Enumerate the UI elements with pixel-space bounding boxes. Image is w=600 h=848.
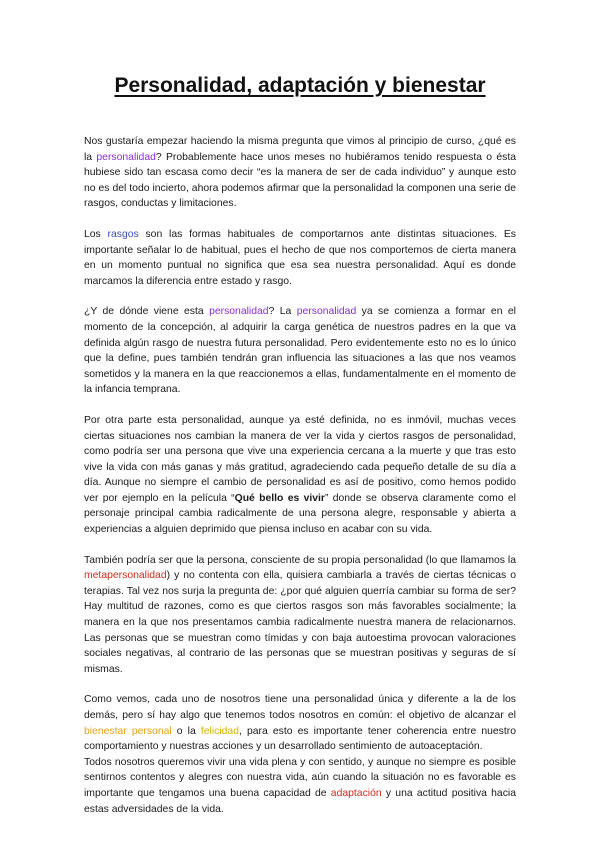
paragraph-text: son las formas habituales de comportarnos ante distintas situaciones. Es importante señalar lo de habitual, pues el hecho de que nos comportemos de cierta manera en un momento puntual no significa que esa sea nuestra personalidad. Aquí es donde marcamos la diferencia entre estado y rasgo. — [84, 228, 517, 287]
highlighted-term: personalidad — [96, 151, 156, 163]
highlighted-term: metapersonalidad — [84, 570, 167, 582]
paragraph-text: ) y no contenta con ella, quisiera cambiarla a través de ciertas técnicas o terapias. Tal vez nos surja la pregunta de: ¿por qué alguien querría cambiar su forma de ser? Hay multitud de razones, como es que ciertos rasgos son más favorables socialmente; la manera en la que nos presentamos cambia radicalmente nuestra manera de relacionarnos. Las personas que se muestran como tímidas y con baja autoestima provocan valoraciones sociales negativas, al contrario de las personas que se muestran positivas y seguras de sí mismas. — [84, 570, 516, 675]
paragraph-text: Todos nosotros queremos vivir una vida plena y con sentido, y aunque no siempre es posible sentirnos contentos y alegres con nuestra vida, aún cuando la situación no es favorable es importante que tengamos una buena capacidad de — [84, 756, 516, 799]
paragraph-7 — [84, 755, 516, 817]
paragraph-text: y una actitud positiva hacia estas adversidades de la vida. — [84, 787, 516, 815]
page-title: Personalidad, adaptación y bienestar — [114, 74, 486, 97]
paragraph-6 — [84, 692, 516, 754]
paragraph-text: Los — [84, 228, 108, 240]
paragraph-text: Como vemos, cada uno de nosotros tiene una personalidad única y diferente a la de los demás, pero sí hay algo que tenemos todos nosotros en común: el objetivo de alcanzar el — [84, 694, 516, 721]
paragraph-text: ? La — [268, 306, 297, 318]
paragraph-3 — [84, 304, 516, 398]
highlighted-term: Qué bello es vivir — [234, 492, 325, 504]
paragraph-text: o la — [171, 725, 201, 737]
highlighted-term: personalidad — [209, 306, 269, 318]
paragraph-4 — [84, 413, 516, 538]
paragraph-text: Nos gustaría empezar haciendo la misma pregunta que vimos al principio de curso, ¿qué es la — [84, 136, 516, 163]
paragraph-2 — [84, 227, 516, 289]
highlighted-term: adaptación — [330, 787, 382, 799]
paragraph-text: ¿Y de dónde viene esta — [84, 306, 210, 318]
paragraph-5 — [84, 553, 516, 678]
paragraph-1 — [84, 134, 516, 212]
paragraph-text: , para esto es importante tener coherencia entre nuestro comportamiento y nuestras acciones y un desarrollado sentimiento de autoaceptación. — [84, 725, 516, 753]
highlighted-term: rasgos — [107, 228, 139, 240]
highlighted-term: felicidad — [200, 725, 239, 737]
document-body — [84, 134, 516, 817]
paragraph-text: ” donde se observa claramente como el personaje principal cambia radicalmente de una persona alegre, responsable y abierta a experiencias a alguien deprimido que piensa incluso en acabar con su vida. — [84, 492, 516, 536]
paragraph-text: También podría ser que la persona, consciente de su propia personalidad (lo que llamamos la — [84, 554, 516, 566]
highlighted-term: personalidad — [296, 306, 357, 318]
highlighted-term: bienestar personal — [84, 725, 172, 737]
paragraph-text: ? Probablemente hace unos meses no hubiéramos tenido respuesta o ésta hubiese sido tan escasa como decir “es la manera de ser de cada individuo” y aunque esto no es del todo incierto, ahora podemos afirmar que la personalidad la componen una serie de rasgos, conductas y limitaciones. — [84, 151, 516, 210]
paragraph-text: ya se comienza a formar en el momento de la concepción, al adquirir la carga genética de nuestros padres en la que va definida algún rasgo de nuestra futura personalidad. Pero evidentemente esto no es lo único que la define, pues también tendrán gran influencia las situaciones a las que nos veamos sometidos y la manera en la que reaccionemos a ellas, fundamentalmente en el momento de la infancia temprana. — [84, 306, 516, 396]
paragraph-text: Por otra parte esta personalidad, aunque ya esté definida, no es inmóvil, muchas veces ciertas situaciones nos cambian la manera de ver la vida y ciertos rasgos de personalidad, como podría ser una persona que vive una experiencia cercana a la muerte y que tras esto vive la vida con más ganas y más gratitud, agradeciendo cada pequeño detalle de su día a día. Aunque no siempre el cambio de personalidad es así de positivo, como hemos podido ver por ejemplo en la película “ — [84, 414, 516, 504]
